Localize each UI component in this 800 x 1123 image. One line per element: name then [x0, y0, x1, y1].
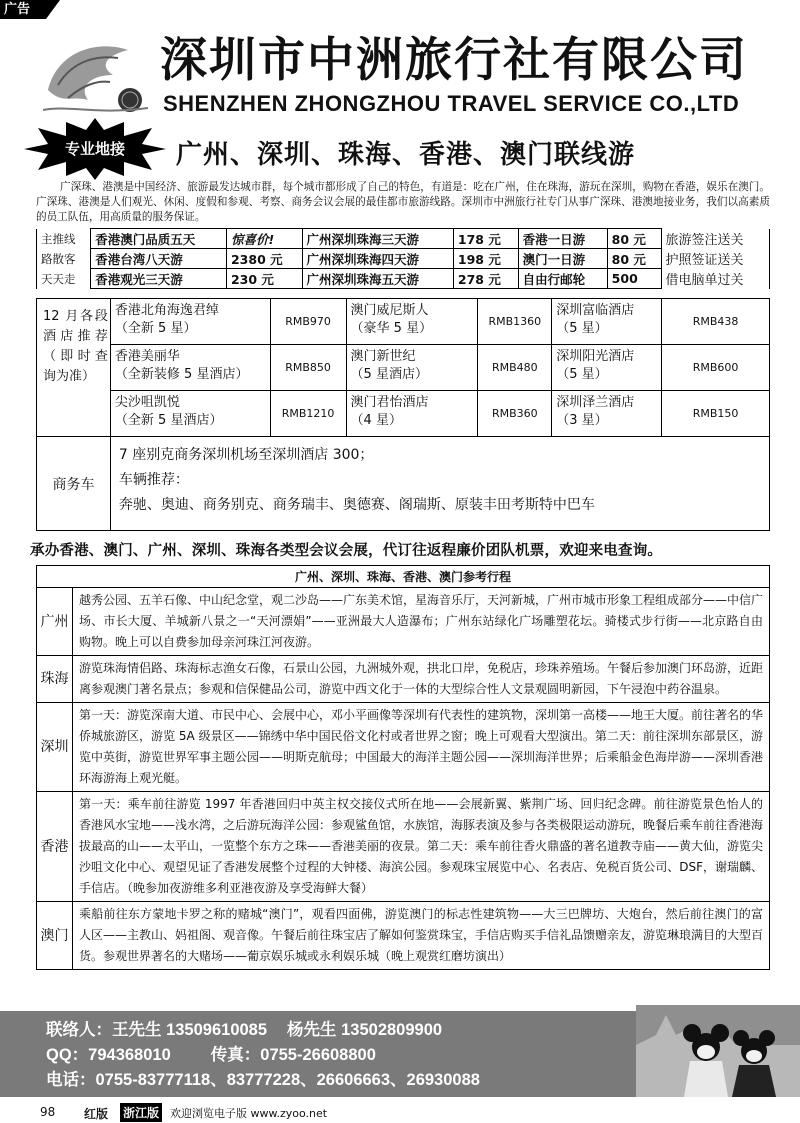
tour-price: 500	[607, 269, 661, 289]
hotel-cell	[346, 345, 478, 391]
hotel-star: （3 星）	[556, 413, 608, 428]
hotel-price: RMB360	[478, 391, 552, 437]
hotel-price: RMB850	[270, 345, 346, 391]
car-section-heading: 商务车	[37, 437, 111, 531]
car-transfer-price: 7 座别克商务深圳机场至深圳酒店 300；	[118, 447, 374, 463]
hotel-price: RMB600	[662, 345, 770, 391]
hotel-and-car-table	[36, 298, 770, 531]
hotel-star: （5 星）	[556, 321, 608, 336]
tour-name: 香港澳门品质五天	[91, 229, 227, 249]
hotel-price: RMB970	[270, 299, 346, 345]
table-row	[37, 229, 770, 249]
intro-paragraph: 广深珠、港澳是中国经济、旅游最发达城市群，每个城市都形成了自己的特色，有道是：吃在广州，住在珠海，游玩在深圳，购物在香港，娱乐在澳门。广深珠、港澳是人们观光、休闲、度假和参观、考察、商务会议会展的最佳都市旅游线路。深圳市中洲旅行社专门从事广深珠、港澳地接业务，我们以高素质的员工队伍，用高质量的服务保证。	[36, 181, 770, 223]
hotel-star: （全新装修 5 星酒店）	[114, 367, 249, 382]
edition-label: 红版	[84, 1107, 109, 1121]
services-banner: 承办香港、澳门、广州、深圳、珠海各类型会议会展，代订往返程廉价团队机票，欢迎来电查询。	[30, 543, 663, 559]
table-row	[37, 391, 770, 437]
tour-name: 自由行邮轮	[518, 269, 607, 289]
table-row	[37, 437, 770, 531]
car-models: 奔驰、奥迪、商务别克、商务瑞丰、奥德赛、阁瑞斯、原装丰田考斯特中巴车	[118, 497, 595, 513]
qq-number: QQ：794368010	[46, 1046, 171, 1064]
tour-price: 278 元	[453, 269, 518, 289]
tour-name: 广州深圳珠海四天游	[302, 249, 453, 269]
side-label: 主推线	[37, 229, 91, 249]
page-number: 98	[40, 1105, 56, 1119]
hotel-price: RMB438	[662, 299, 770, 345]
hotel-star: （5 星）	[556, 367, 608, 382]
itinerary-table	[36, 565, 770, 970]
visa-note: 护照签证送关	[661, 249, 769, 269]
table-row	[37, 656, 770, 703]
hotel-name: 澳门威尼斯人	[350, 303, 429, 318]
tour-price: 178 元	[453, 229, 518, 249]
hotel-price: RMB1210	[270, 391, 346, 437]
tour-name: 广州深圳珠海三天游	[302, 229, 453, 249]
hotel-star: （全新 5 星）	[114, 321, 197, 336]
table-row	[37, 345, 770, 391]
hotel-cell	[552, 345, 662, 391]
tour-name: 香港观光三天游	[91, 269, 227, 289]
city-label: 深圳	[37, 703, 73, 792]
badge-label: 专业地接	[64, 140, 125, 158]
city-label: 澳门	[37, 902, 73, 970]
company-logo-dragon-icon	[38, 30, 150, 120]
page-footer	[0, 1100, 800, 1123]
tour-name: 香港台湾八天游	[91, 249, 227, 269]
city-itinerary: 第一天：游览深南大道、市民中心、会展中心，邓小平画像等深圳有代表性的建筑物，深圳第一高楼——地王大厦。前往著名的华侨城旅游区，游览 5A 级景区——锦绣中华中国民俗文化村或者世界之窗；晚上可观看大型演出。第二天：前往深圳东部景区，游览中英街，游览世界军事主题公园——明斯克航母；中国最大的海洋主题公园——深圳海洋世界；后乘船金色海岸游——深圳香港环海游海上观光艇。	[73, 703, 770, 792]
side-label: 路散客	[37, 249, 91, 269]
ad-tag-tail	[46, 0, 60, 19]
city-itinerary: 越秀公园、五羊石像、中山纪念堂，观二沙岛——广东美术馆，星海音乐厅，天河新城，广州市城市形象工程组成部分——中信广场、市长大厦、羊城新八景之一“天河漂娟”——亚洲最大人造瀑布；广州东站绿化广场雕塑花坛。骑楼式步行街——北京路自由购物。晚上可以自费参加母亲河珠江河夜游。	[73, 588, 770, 656]
hotel-section-heading: 12 月各段酒店推荐（即时查询为准）	[37, 299, 111, 437]
hotel-name: 深圳阳光酒店	[556, 349, 635, 364]
contact-person-1: 王先生 13509610085	[112, 1021, 268, 1039]
hotel-star: （全新 5 星酒店）	[114, 413, 223, 428]
tour-price: 80 元	[607, 249, 661, 269]
hotel-cell	[552, 391, 662, 437]
city-itinerary: 乘船前往东方蒙地卡罗之称的赌城“澳门”，观看四面佛，游览澳门的标志性建筑物——大三巴牌坊、大炮台，然后前往澳门的富人区——主教山、妈祖阁、观音像。午餐后前往珠宝店了解如何鉴赏珠宝，手信店购买手信礼品馈赠亲友，游览琳琅满目的大型百货。参观世界著名的大赌场——葡京娱乐城或永利娱乐城（晚上观赏红磨坊演出）	[73, 902, 770, 970]
hotel-star: （5 星酒店）	[350, 367, 428, 382]
table-row	[37, 299, 770, 345]
ad-tag: 广告	[0, 0, 46, 19]
city-itinerary: 第一天：乘车前往游览 1997 年香港回归中英主权交接仪式所在地——会展新翼、紫荆广场、回归纪念碑。前往游览景色怡人的香港风水宝地——浅水湾，之后游玩海洋公园：参观鲨鱼馆，水族馆，海豚表演及参与各类极限运动游玩，晚餐后乘车前往香港海拔最高的山——太平山，一览整个东方之珠——香港美丽的夜景。第二天：乘车前往香火鼎盛的著名道教寺庙——黄大仙，游览尖沙咀文化中心、观望见证了香港发展整个过程的大钟楼、海滨公园。参观珠宝展览中心、名表店、免税百货公司、DSF，谢瑞麟、手信店。（晚参加夜游维多利亚港夜游及享受海鲜大餐）	[73, 792, 770, 902]
tour-price: 80 元	[607, 229, 661, 249]
contact-label: 联络人：	[46, 1021, 112, 1039]
hotel-cell	[110, 345, 270, 391]
table-row	[37, 566, 770, 588]
tour-price: 198 元	[453, 249, 518, 269]
hotel-price: RMB480	[478, 345, 552, 391]
table-row	[37, 269, 770, 289]
city-label: 广州	[37, 588, 73, 656]
hotel-name: 深圳泽兰酒店	[556, 395, 635, 410]
phone-numbers: 电话：0755-83777118、83777228、26606663、26930088	[46, 1071, 480, 1089]
visa-note: 旅游签注送关	[661, 229, 769, 249]
hotel-cell	[110, 299, 270, 345]
region-badge: 浙江版	[120, 1103, 162, 1122]
contact-info	[46, 1018, 480, 1093]
hotel-cell	[110, 391, 270, 437]
car-recommend-label: 车辆推荐：	[118, 472, 189, 488]
hotel-name: 澳门君怡酒店	[350, 395, 429, 410]
tour-name: 广州深圳珠海五天游	[302, 269, 453, 289]
city-label: 珠海	[37, 656, 73, 703]
company-name-cn: 深圳市中洲旅行社有限公司	[160, 33, 748, 88]
side-label: 天天走	[37, 269, 91, 289]
route-title: 广州、深圳、珠海、香港、澳门联线游	[176, 140, 636, 170]
table-row	[37, 249, 770, 269]
hotel-star: （4 星）	[350, 413, 402, 428]
table-row	[37, 902, 770, 970]
hotel-cell	[552, 299, 662, 345]
tour-price: 惊喜价!	[226, 229, 302, 249]
contact-persons	[46, 1018, 480, 1043]
itinerary-title: 广州、深圳、珠海、香港、澳门参考行程	[37, 566, 770, 588]
qq-fax-line	[46, 1043, 480, 1068]
tour-name: 香港一日游	[518, 229, 607, 249]
hotel-cell	[346, 391, 478, 437]
hotel-price: RMB150	[662, 391, 770, 437]
hotel-name: 深圳富临酒店	[556, 303, 635, 318]
tour-name: 澳门一日游	[518, 249, 607, 269]
tour-price: 230 元	[226, 269, 302, 289]
fax-number: 传真：0755-26608800	[210, 1046, 376, 1064]
hotel-star: （豪华 5 星）	[350, 321, 433, 336]
hotel-name: 澳门新世纪	[350, 349, 416, 364]
city-label: 香港	[37, 792, 73, 902]
hotel-name: 香港美丽华	[114, 349, 180, 364]
mickey-minnie-mascot-icon	[636, 1005, 800, 1097]
table-row	[37, 792, 770, 902]
visa-note: 借电脑单过关	[661, 269, 769, 289]
city-itinerary: 游览珠海情侣路、珠海标志渔女石像，石景山公园，九洲城外观，拱北口岸，免税店，珍珠养殖场。午餐后参加澳门环岛游，近距离参观澳门著名景点；参观和信保健品公司，游览中西文化于一体的大型综合性人文景观圆明新园，下午浸泡中药谷温泉。	[73, 656, 770, 703]
hotel-cell	[346, 299, 478, 345]
car-section-body	[110, 437, 769, 531]
hotel-name: 香港北角海逸君绰	[114, 303, 219, 318]
table-row	[37, 588, 770, 656]
tour-price-table	[36, 228, 770, 289]
hotel-price: RMB1360	[478, 299, 552, 345]
hotel-name: 尖沙咀凯悦	[114, 395, 180, 410]
company-name-en: SHENZHEN ZHONGZHOU TRAVEL SERVICE CO.,LTD	[163, 91, 740, 116]
table-row	[37, 703, 770, 792]
tour-price: 2380 元	[226, 249, 302, 269]
contact-person-2: 杨先生 13502809900	[287, 1021, 443, 1039]
website-link[interactable]: 欢迎浏览电子版 www.zyoo.net	[170, 1107, 328, 1120]
